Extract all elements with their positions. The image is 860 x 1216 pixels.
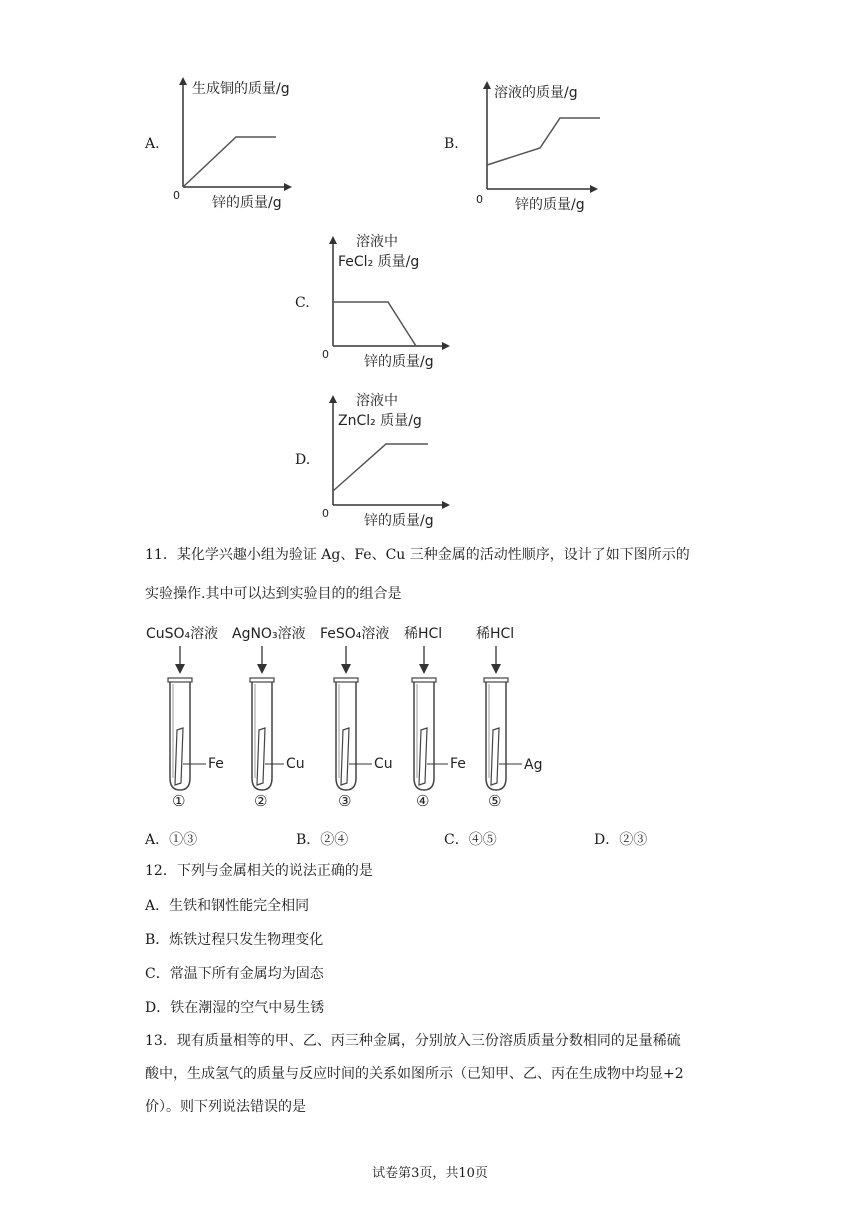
graph-c-ylabel-1: 溶液中 [356, 234, 398, 250]
option-b-label: B. [444, 136, 459, 152]
page-footer: 试卷第3页，共10页 [372, 1166, 488, 1181]
tube-2-number: ② [254, 792, 268, 810]
graph-d-xlabel: 锌的质量/g [364, 513, 434, 529]
graph-b-origin: 0 [476, 193, 483, 206]
tube-1-reagent: CuSO₄溶液 [146, 626, 219, 642]
graph-a-ylabel: 生成铜的质量/g [192, 81, 290, 97]
graph-a-xlabel: 锌的质量/g [212, 195, 282, 211]
q13-stem-line-3: 价）。则下列说法错误的是 [145, 1099, 306, 1115]
tube-5 [476, 626, 542, 810]
tube-3-number: ③ [338, 792, 352, 810]
graph-d-ylabel-2: ZnCl₂ 质量/g [338, 413, 422, 429]
tube-1-metal: Fe [208, 756, 224, 772]
tube-2-reagent: AgNO₃溶液 [232, 626, 306, 642]
test-tubes-diagram [140, 618, 560, 816]
tube-5-number: ⑤ [488, 792, 502, 810]
graph-a-x-arrow [284, 183, 292, 191]
tube-4-number: ④ [416, 792, 430, 810]
graph-d-x-arrow [442, 501, 450, 509]
option-a-label: A. [145, 136, 160, 152]
tube-4-metal: Fe [450, 756, 466, 772]
tube-1-number: ① [172, 792, 186, 810]
graph-c-xlabel: 锌的质量/g [364, 354, 434, 370]
graph-b-curve [487, 118, 600, 165]
tube-2 [232, 625, 306, 810]
graph-d-y-arrow [329, 395, 337, 403]
graph-d-curve [333, 444, 428, 491]
q11-option-d[interactable]: D．②③ [594, 832, 648, 848]
graph-c-origin: 0 [322, 348, 329, 361]
tube-5-metal: Ag [524, 757, 543, 773]
graph-c [318, 228, 458, 373]
q12-option-c[interactable]: C．常温下所有金属均为固态 [145, 966, 324, 982]
tube-3-metal: Cu [374, 756, 393, 772]
graph-b-xlabel: 锌的质量/g [515, 197, 585, 213]
graph-b-ylabel: 溶液的质量/g [494, 85, 578, 101]
graph-c-x-arrow [442, 342, 450, 350]
q11-option-c[interactable]: C．④⑤ [444, 832, 497, 848]
graph-c-curve [333, 302, 416, 346]
tube-4 [404, 626, 466, 810]
q13-stem-line-1: 13．现有质量相等的甲、乙、丙三种金属，分别放入三份溶质质量分数相同的足量稀硫 [145, 1033, 681, 1049]
graph-b [472, 75, 612, 215]
tube-4-reagent: 稀HCl [404, 626, 443, 642]
tube-3-reagent: FeSO₄溶液 [320, 626, 390, 642]
option-c-label: C. [295, 295, 310, 311]
graph-d-ylabel-1: 溶液中 [356, 393, 398, 409]
graph-c-y-arrow [329, 236, 337, 244]
graph-d [318, 387, 458, 532]
q11-option-a[interactable]: A．①③ [145, 832, 198, 848]
graph-a-curve [183, 137, 276, 187]
tube-3 [320, 625, 393, 810]
q11-stem-line-1: 11．某化学兴趣小组为验证 Ag、Fe、Cu 三种金属的活动性顺序，设计了如下图所示的 [145, 547, 690, 563]
graph-c-ylabel-2: FeCl₂ 质量/g [338, 254, 420, 270]
q11-stem-line-2: 实验操作.其中可以达到实验目的的组合是 [145, 586, 402, 602]
graph-b-x-arrow [590, 185, 598, 193]
q12-option-d[interactable]: D．铁在潮湿的空气中易生锈 [145, 1000, 325, 1016]
tube-1 [146, 625, 224, 810]
option-d-label: D. [295, 452, 311, 468]
graph-b-y-arrow [483, 81, 491, 89]
graph-a [168, 75, 308, 215]
q11-option-b[interactable]: B．②④ [296, 832, 349, 848]
q12-stem: 12．下列与金属相关的说法正确的是 [145, 863, 373, 879]
q12-option-a[interactable]: A．生铁和钢性能完全相同 [145, 898, 310, 914]
graph-d-origin: 0 [322, 507, 329, 520]
q13-stem-line-2: 酸中，生成氢气的质量与反应时间的关系如图所示（已知甲、乙、丙在生成物中均显+2 [145, 1066, 684, 1082]
graph-a-origin: 0 [173, 189, 180, 202]
graph-a-y-arrow [179, 77, 187, 85]
tube-2-metal: Cu [286, 756, 305, 772]
tube-5-reagent: 稀HCl [476, 626, 515, 642]
q12-option-b[interactable]: B．炼铁过程只发生物理变化 [145, 932, 324, 948]
